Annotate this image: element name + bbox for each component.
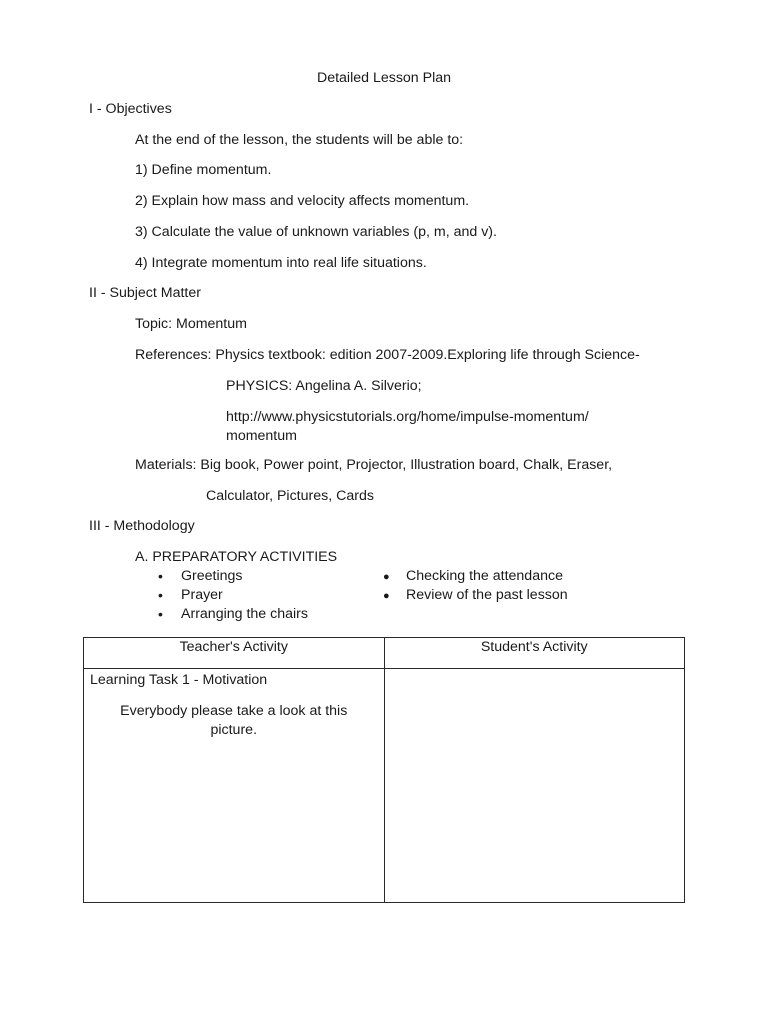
- page-title: Detailed Lesson Plan: [316, 70, 452, 86]
- activity-item: Review of the past lesson: [406, 587, 568, 603]
- objectives-heading: I - Objectives: [89, 101, 172, 117]
- learning-task-text: Everybody please take a look at this picture.: [120, 703, 348, 738]
- bullet-icon: •: [158, 606, 163, 622]
- student-activity-cell: [384, 669, 685, 903]
- activity-table: [83, 637, 685, 903]
- objective-item: 2) Explain how mass and velocity affects momentum.: [135, 193, 470, 209]
- activity-item: Prayer: [181, 587, 223, 603]
- bullet-icon: ●: [383, 590, 390, 602]
- references-author: PHYSICS: Angelina A. Silverio;: [226, 378, 422, 394]
- objective-item: 3) Calculate the value of unknown variables (p, m, and v).: [135, 224, 497, 240]
- topic-line: Topic: Momentum: [135, 316, 247, 332]
- teacher-activity-header-label: Teacher's Activity: [179, 639, 288, 655]
- table-header-row: [84, 638, 685, 669]
- table-row: [84, 669, 685, 903]
- references-url-continued: momentum: [226, 428, 297, 444]
- materials-line-continued: Calculator, Pictures, Cards: [206, 488, 374, 504]
- student-activity-header: [384, 638, 685, 669]
- student-activity-header-label: Student's Activity: [480, 639, 588, 655]
- activity-item: Greetings: [181, 568, 243, 584]
- objectives-intro: At the end of the lesson, the students will be able to:: [135, 132, 464, 148]
- bullet-icon: •: [158, 587, 163, 603]
- activity-item: Arranging the chairs: [181, 606, 308, 622]
- subject-matter-heading: II - Subject Matter: [89, 285, 201, 301]
- learning-task-title: Learning Task 1 - Motivation: [90, 672, 268, 688]
- preparatory-activities-heading: A. PREPARATORY ACTIVITIES: [135, 549, 338, 565]
- objective-item: 1) Define momentum.: [135, 162, 272, 178]
- teacher-activity-header: [84, 638, 385, 669]
- teacher-activity-cell: [84, 669, 385, 903]
- activity-item: Checking the attendance: [406, 568, 563, 584]
- objective-item: 4) Integrate momentum into real life situations.: [135, 255, 427, 271]
- bullet-icon: •: [158, 568, 163, 584]
- references-line: References: Physics textbook: edition 2007-2009.Exploring life through Science-: [135, 347, 640, 363]
- methodology-heading: III - Methodology: [89, 518, 195, 534]
- materials-line: Materials: Big book, Power point, Projector, Illustration board, Chalk, Eraser,: [135, 457, 613, 473]
- bullet-icon: ●: [383, 571, 390, 583]
- references-url: http://www.physicstutorials.org/home/impulse-momentum/: [226, 409, 589, 425]
